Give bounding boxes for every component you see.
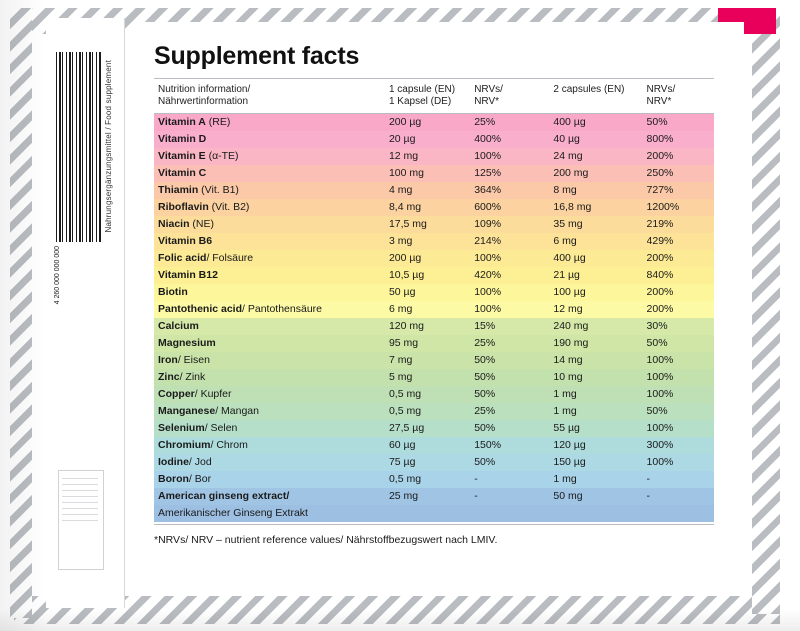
amount-two-capsules: 8 mg xyxy=(553,184,577,196)
nutrient-name-primary: Vitamin B12 xyxy=(158,269,218,281)
table-row xyxy=(154,165,714,182)
amount-two-capsules: 50 mg xyxy=(553,490,583,502)
nutrient-name-primary: Thiamin xyxy=(158,184,199,196)
amount-one-capsule: 75 µg xyxy=(388,456,416,468)
nutrient-name xyxy=(154,148,389,165)
nutrient-name-secondary: / Zink xyxy=(179,371,206,383)
header-col4-line2: NRV* xyxy=(646,96,672,107)
table-row xyxy=(154,267,714,284)
nutrient-name xyxy=(154,335,389,352)
nutrient-name xyxy=(154,437,389,454)
amount-two-capsules: 21 µg xyxy=(553,269,580,281)
table-row xyxy=(154,403,714,420)
nutrient-name xyxy=(154,403,389,420)
nutrient-name-primary: Boron xyxy=(158,473,189,485)
supplement-facts-table xyxy=(154,80,714,522)
nrv-two-capsules: 100% xyxy=(646,456,674,468)
table-row xyxy=(154,471,714,488)
table-row xyxy=(154,386,714,403)
amount-one-capsule: 100 mg xyxy=(388,167,424,179)
nutrient-name xyxy=(154,369,389,386)
nutrient-name xyxy=(154,131,389,148)
nrv-two-capsules: 300% xyxy=(646,439,674,451)
nrv-one-capsule: 600% xyxy=(474,201,502,213)
nutrient-name-primary: Manganese xyxy=(158,405,216,417)
amount-two-capsules: 400 µg xyxy=(553,116,586,128)
table-row xyxy=(154,250,714,267)
amount-two-capsules: 16,8 mg xyxy=(553,201,592,213)
amount-one-capsule: 17,5 mg xyxy=(388,218,427,230)
page-title: Supplement facts xyxy=(154,42,360,70)
nutrient-name-secondary: / Pantothensäure xyxy=(242,303,322,315)
amount-one-capsule: 3 mg xyxy=(388,235,413,247)
header-col4-line1: NRVs/ xyxy=(646,84,676,95)
amount-two-capsules: 120 µg xyxy=(553,439,586,451)
nutrient-name-primary: Folic acid xyxy=(158,252,207,264)
nrv-two-capsules: 100% xyxy=(646,422,674,434)
amount-two-capsules: 240 mg xyxy=(553,320,589,332)
spine-text: Nahrungsergänzungsmittel / Food supplement xyxy=(104,60,113,233)
amount-two-capsules: 12 mg xyxy=(553,303,583,315)
nutrient-name-primary: Vitamin A xyxy=(158,116,206,128)
nrv-two-capsules: 840% xyxy=(646,269,674,281)
nutrient-name-primary: Riboflavin xyxy=(158,201,209,213)
amount-one-capsule: 12 mg xyxy=(388,150,419,162)
table-row xyxy=(154,505,714,522)
table-row xyxy=(154,420,714,437)
nutrient-name-primary: Calcium xyxy=(158,320,199,332)
amount-two-capsules: 24 mg xyxy=(553,150,583,162)
header-col3-line1: 2 capsules (EN) xyxy=(553,84,625,95)
amount-one-capsule: 60 µg xyxy=(388,439,416,451)
amount-two-capsules: 400 µg xyxy=(553,252,586,264)
table-row xyxy=(154,216,714,233)
table-row xyxy=(154,335,714,352)
nrv-two-capsules: 727% xyxy=(646,184,674,196)
nrv-two-capsules: 200% xyxy=(646,303,674,315)
nrv-one-capsule: - xyxy=(474,490,478,502)
amount-one-capsule: 20 µg xyxy=(388,133,416,145)
header-two-capsules xyxy=(553,80,646,114)
amount-one-capsule: 95 mg xyxy=(388,337,419,349)
amount-one-capsule: 200 µg xyxy=(388,252,422,264)
nutrient-name-secondary: Amerikanischer Ginseng Extrakt xyxy=(158,507,308,519)
nutrient-name-secondary: / Mangan xyxy=(215,405,259,417)
nrv-one-capsule: 25% xyxy=(474,116,496,128)
nrv-one-capsule: 50% xyxy=(474,354,496,366)
amount-two-capsules: 14 mg xyxy=(553,354,583,366)
nrv-one-capsule: 15% xyxy=(474,320,496,332)
nrv-one-capsule: 100% xyxy=(474,286,502,298)
footnote: *NRVs/ NRV – nutrient reference values/ Nährstoffbezugswert nach LMIV. xyxy=(154,534,498,546)
nutrient-name xyxy=(154,488,389,505)
nutrient-name-secondary: / Folsäure xyxy=(206,252,254,264)
amount-two-capsules: 55 µg xyxy=(553,422,580,434)
nrv-one-capsule: 150% xyxy=(474,439,502,451)
nrv-two-capsules: 30% xyxy=(646,320,668,332)
nrv-two-capsules: 100% xyxy=(646,371,674,383)
nutrient-name xyxy=(154,318,389,335)
nutrient-name-primary: Magnesium xyxy=(158,337,216,349)
header-nutrition-information xyxy=(154,80,389,114)
nutrient-name xyxy=(154,420,389,437)
package-edge-left xyxy=(10,8,32,618)
nutrient-name xyxy=(154,250,389,267)
nutrient-name-primary: Selenium xyxy=(158,422,205,434)
amount-one-capsule xyxy=(389,505,474,522)
nutrient-name xyxy=(154,216,389,233)
nrv-one-capsule: 420% xyxy=(474,269,502,281)
nrv-one-capsule: 50% xyxy=(474,388,496,400)
table-row xyxy=(154,454,714,471)
table-body xyxy=(154,114,714,523)
nutrient-name-secondary: / Eisen xyxy=(177,354,210,366)
amount-two-capsules: 200 mg xyxy=(553,167,589,179)
nrv-two-capsules: - xyxy=(646,490,651,502)
nutrient-name-primary: Pantothenic acid xyxy=(158,303,243,315)
nrv-one-capsule: 25% xyxy=(474,337,496,349)
nutrient-name-primary: Zinc xyxy=(158,371,180,383)
nrv-one-capsule: 50% xyxy=(474,422,496,434)
nutrient-name xyxy=(154,165,389,182)
package-edge-right xyxy=(752,8,780,614)
amount-one-capsule: 5 mg xyxy=(388,371,413,383)
table-row xyxy=(154,182,714,199)
nrv-one-capsule: 100% xyxy=(474,303,502,315)
nrv-one-capsule: 400% xyxy=(474,133,502,145)
nutrient-name-secondary: / Jod xyxy=(188,456,212,468)
amount-two-capsules: 1 mg xyxy=(553,388,577,400)
nutrient-name-secondary: / Chrom xyxy=(210,439,248,451)
nutrient-name-primary: Chromium xyxy=(158,439,211,451)
nrv-two-capsules: 50% xyxy=(646,405,668,417)
nrv-one-capsule: 50% xyxy=(474,456,496,468)
header-nrv-2 xyxy=(647,80,714,114)
amount-one-capsule: 0,5 mg xyxy=(388,405,422,417)
amount-one-capsule: 25 mg xyxy=(388,490,419,502)
package-edge-bottom xyxy=(14,596,780,624)
header-col2-line1: NRVs/ xyxy=(474,84,503,95)
amount-two-capsules: 1 mg xyxy=(553,473,577,485)
amount-two-capsules xyxy=(553,505,646,522)
amount-two-capsules: 100 µg xyxy=(553,286,586,298)
table-row xyxy=(154,437,714,454)
amount-one-capsule: 7 mg xyxy=(388,354,413,366)
nrv-two-capsules: 50% xyxy=(646,337,668,349)
amount-two-capsules: 35 mg xyxy=(553,218,583,230)
table-row xyxy=(154,318,714,335)
table-row xyxy=(154,284,714,301)
nutrient-name-secondary: (α-TE) xyxy=(205,150,239,162)
nutrient-name-primary: Iron xyxy=(158,354,178,366)
nrv-two-capsules: 800% xyxy=(646,133,674,145)
barcode-icon xyxy=(56,52,102,242)
nrv-one-capsule: 214% xyxy=(474,235,502,247)
spine-info-lines xyxy=(62,478,98,526)
nutrient-name-primary: Vitamin E xyxy=(158,150,206,162)
header-col1-line1: 1 capsule (EN) xyxy=(388,84,456,95)
nrv-two-capsules: 50% xyxy=(646,116,668,128)
nutrient-name xyxy=(154,301,389,318)
table-row xyxy=(154,301,714,318)
nutrient-name-primary: Vitamin D xyxy=(158,133,207,145)
supplement-facts-label xyxy=(132,22,744,594)
header-one-capsule xyxy=(389,80,474,114)
amount-two-capsules: 10 mg xyxy=(553,371,583,383)
nrv-two-capsules: 100% xyxy=(646,354,674,366)
header-col1-line2: 1 Kapsel (DE) xyxy=(388,96,452,107)
nutrient-name xyxy=(154,386,389,403)
table-header xyxy=(154,80,714,114)
nutrient-name xyxy=(154,505,389,522)
nrv-one-capsule: 50% xyxy=(474,371,496,383)
nrv-one-capsule: 109% xyxy=(474,218,502,230)
nutrient-name-secondary: (NE) xyxy=(189,218,215,230)
nutrient-name xyxy=(154,182,389,199)
nrv-one-capsule: 100% xyxy=(474,252,502,264)
table-row xyxy=(154,488,714,505)
nutrient-name xyxy=(154,114,389,132)
header-name-line1: Nutrition information/ xyxy=(158,84,251,95)
amount-two-capsules: 150 µg xyxy=(553,456,586,468)
nrv-one-capsule: 125% xyxy=(474,167,502,179)
nrv-two-capsules: 429% xyxy=(646,235,674,247)
amount-two-capsules: 6 mg xyxy=(553,235,577,247)
amount-one-capsule: 50 µg xyxy=(388,286,416,298)
amount-one-capsule: 6 mg xyxy=(388,303,413,315)
nutrient-name-secondary: (RE) xyxy=(205,116,231,128)
table-row xyxy=(154,148,714,165)
nrv-two-capsules: 250% xyxy=(646,167,674,179)
amount-one-capsule: 27,5 µg xyxy=(388,422,425,434)
nutrient-name xyxy=(154,267,389,284)
divider-bottom xyxy=(154,524,714,525)
amount-one-capsule: 120 mg xyxy=(388,320,424,332)
table-row xyxy=(154,233,714,250)
nutrient-name xyxy=(154,284,389,301)
nrv-one-capsule: - xyxy=(474,473,478,485)
nutrient-name-secondary: / Kupfer xyxy=(194,388,232,400)
nutrient-name xyxy=(154,233,389,250)
amount-one-capsule: 4 mg xyxy=(388,184,413,196)
barcode-caption: 4 260 000 000 000 xyxy=(54,246,61,305)
nrv-two-capsules: 100% xyxy=(646,388,674,400)
nutrient-name xyxy=(154,199,389,216)
nutrient-name-secondary: (Vit. B1) xyxy=(198,184,239,196)
table-row xyxy=(154,114,714,132)
amount-two-capsules: 40 µg xyxy=(553,133,580,145)
nrv-two-capsules: - xyxy=(646,473,651,485)
nutrient-name-secondary: / Selen xyxy=(204,422,238,434)
header-nrv-1 xyxy=(474,80,553,114)
amount-one-capsule: 0,5 mg xyxy=(388,388,422,400)
nrv-two-capsules: 1200% xyxy=(646,201,680,213)
amount-two-capsules: 1 mg xyxy=(553,405,577,417)
nutrient-name-secondary: (Vit. B2) xyxy=(208,201,250,213)
nrv-two-capsules: 200% xyxy=(646,150,674,162)
nrv-one-capsule: 364% xyxy=(474,184,502,196)
nutrient-name-primary: Vitamin B6 xyxy=(158,235,213,247)
nutrient-name-primary: Vitamin C xyxy=(158,167,207,179)
header-name-line2: Nährwertinformation xyxy=(158,96,249,107)
nutrient-name-primary: Iodine xyxy=(158,456,189,468)
table-row xyxy=(154,131,714,148)
table-row xyxy=(154,352,714,369)
amount-one-capsule: 200 µg xyxy=(388,116,422,128)
nrv-two-capsules xyxy=(647,505,714,522)
nrv-one-capsule: 100% xyxy=(474,150,502,162)
nutrient-name xyxy=(154,471,389,488)
header-col2-line2: NRV* xyxy=(474,96,500,107)
nutrient-name-primary: American ginseng extract/ xyxy=(158,490,290,502)
nrv-one-capsule xyxy=(474,505,553,522)
amount-one-capsule: 10,5 µg xyxy=(388,269,425,281)
amount-two-capsules: 190 mg xyxy=(553,337,589,349)
nutrient-name xyxy=(154,454,389,471)
nrv-two-capsules: 200% xyxy=(646,286,674,298)
nutrient-name-primary: Niacin xyxy=(158,218,190,230)
table-row xyxy=(154,369,714,386)
nutrient-name-primary: Biotin xyxy=(158,286,188,298)
table-row xyxy=(154,199,714,216)
amount-one-capsule: 0,5 mg xyxy=(388,473,422,485)
nrv-two-capsules: 219% xyxy=(646,218,674,230)
amount-one-capsule: 8,4 mg xyxy=(388,201,422,213)
nutrient-name-primary: Copper xyxy=(158,388,195,400)
nutrient-name xyxy=(154,352,389,369)
divider-top xyxy=(154,78,714,79)
nutrient-name-secondary: / Bor xyxy=(188,473,212,485)
nrv-one-capsule: 25% xyxy=(474,405,496,417)
nrv-two-capsules: 200% xyxy=(646,252,674,264)
